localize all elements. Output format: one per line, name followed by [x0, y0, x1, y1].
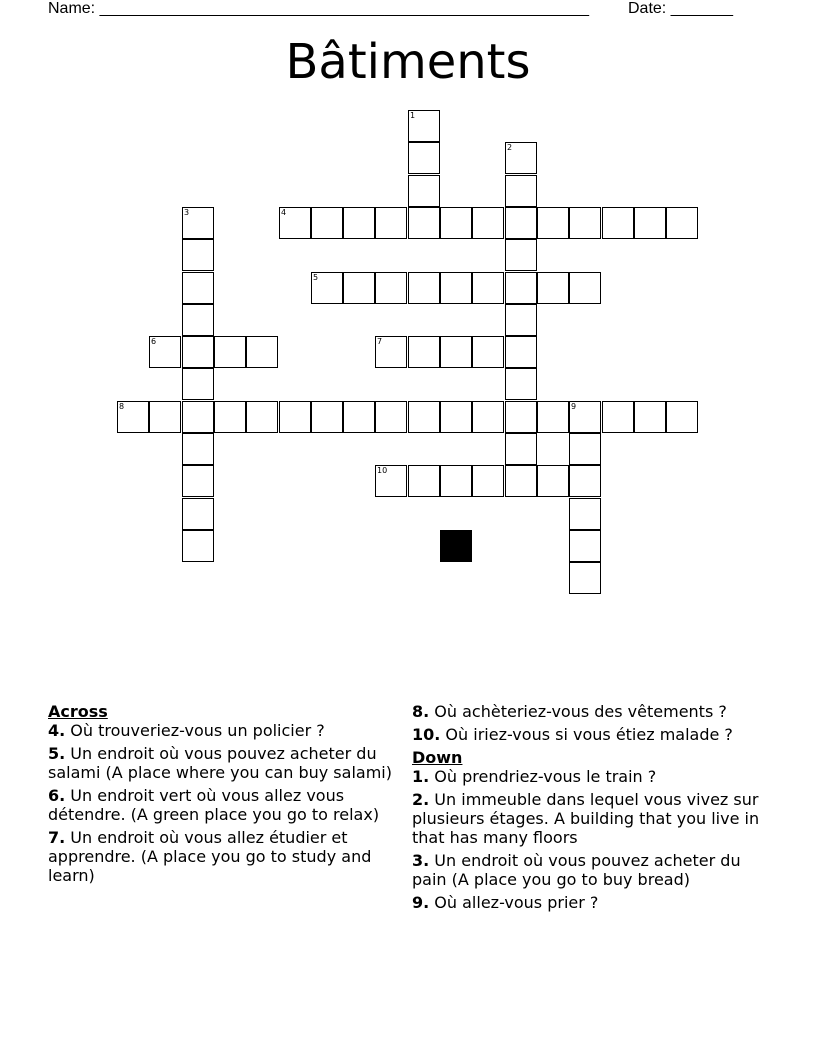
clue-text: Un endroit vert où vous allez vous détendre. (A green place you go to relax) — [48, 786, 380, 824]
crossword-cell[interactable] — [505, 207, 537, 239]
crossword-cell[interactable] — [472, 401, 504, 433]
clue-across-4 — [48, 721, 410, 740]
cell-number: 8 — [119, 402, 125, 411]
crossword-cell[interactable] — [117, 401, 149, 433]
clue-number: 8. — [412, 702, 430, 721]
clue-number: 6. — [48, 786, 66, 805]
clue-across-10 — [412, 725, 762, 744]
cell-number: 7 — [377, 337, 383, 346]
crossword-cell[interactable] — [149, 401, 181, 433]
crossword-cell[interactable] — [375, 336, 407, 368]
crossword-cell[interactable] — [375, 272, 407, 304]
crossword-cell[interactable] — [149, 336, 181, 368]
black-square — [440, 530, 472, 562]
crossword-cell[interactable] — [537, 207, 569, 239]
crossword-cell[interactable] — [182, 530, 214, 562]
crossword-cell[interactable] — [666, 401, 698, 433]
date-field-label: Date: _______ — [628, 0, 733, 17]
crossword-cell[interactable] — [569, 207, 601, 239]
crossword-cell[interactable] — [375, 207, 407, 239]
crossword-cell[interactable] — [182, 239, 214, 271]
crossword-cell[interactable] — [279, 207, 311, 239]
crossword-cell[interactable] — [505, 465, 537, 497]
crossword-cell[interactable] — [569, 530, 601, 562]
clue-text: Un immeuble dans lequel vous vivez sur plusieurs étages. A building that you live in that has many floors — [412, 790, 760, 847]
crossword-cell[interactable] — [472, 465, 504, 497]
crossword-cell[interactable] — [569, 562, 601, 594]
clue-text: Où achèteriez-vous des vêtements ? — [429, 702, 727, 721]
crossword-cell[interactable] — [246, 401, 278, 433]
clue-number: 9. — [412, 893, 430, 912]
crossword-cell[interactable] — [569, 498, 601, 530]
across-heading: Across — [48, 702, 108, 721]
clue-across-5 — [48, 744, 410, 782]
cell-number: 5 — [313, 273, 319, 282]
crossword-cell[interactable] — [569, 433, 601, 465]
clue-text: Où prendriez-vous le train ? — [429, 767, 657, 786]
crossword-cell[interactable] — [182, 433, 214, 465]
clue-number: 3. — [412, 851, 430, 870]
cell-number: 4 — [281, 208, 287, 217]
crossword-cell[interactable] — [408, 142, 440, 174]
clue-text: Où iriez-vous si vous étiez malade ? — [440, 725, 733, 744]
crossword-cell[interactable] — [440, 465, 472, 497]
crossword-cell[interactable] — [537, 272, 569, 304]
crossword-cell[interactable] — [472, 336, 504, 368]
clue-number: 7. — [48, 828, 66, 847]
clues-column-left — [48, 702, 410, 889]
crossword-cell[interactable] — [408, 401, 440, 433]
crossword-cell[interactable] — [182, 401, 214, 433]
crossword-cell[interactable] — [408, 465, 440, 497]
clue-number: 1. — [412, 767, 430, 786]
crossword-cell[interactable] — [343, 401, 375, 433]
crossword-cell[interactable] — [311, 401, 343, 433]
cell-number: 10 — [377, 466, 388, 475]
clue-text: Un endroit où vous pouvez acheter du salami (A place where you can buy salami) — [48, 744, 392, 782]
crossword-cell[interactable] — [505, 239, 537, 271]
crossword-cell[interactable] — [634, 207, 666, 239]
crossword-cell[interactable] — [472, 272, 504, 304]
crossword-cell[interactable] — [537, 465, 569, 497]
crossword-cell[interactable] — [182, 498, 214, 530]
crossword-cell[interactable] — [440, 336, 472, 368]
crossword-cell[interactable] — [505, 336, 537, 368]
cell-number: 2 — [507, 143, 513, 152]
crossword-cell[interactable] — [182, 465, 214, 497]
clue-number: 2. — [412, 790, 430, 809]
clue-down-3 — [412, 851, 762, 889]
crossword-cell[interactable] — [505, 272, 537, 304]
clue-number: 10. — [412, 725, 441, 744]
crossword-cell[interactable] — [505, 368, 537, 400]
cell-number: 6 — [151, 337, 157, 346]
crossword-cell[interactable] — [182, 272, 214, 304]
clue-across-6 — [48, 786, 410, 824]
crossword-cell[interactable] — [182, 336, 214, 368]
crossword-cell[interactable] — [408, 336, 440, 368]
down-heading: Down — [412, 748, 463, 767]
crossword-cell[interactable] — [472, 207, 504, 239]
crossword-cell[interactable] — [569, 465, 601, 497]
crossword-cell[interactable] — [182, 368, 214, 400]
crossword-cell[interactable] — [440, 207, 472, 239]
clues-column-right — [412, 702, 762, 916]
crossword-cell[interactable] — [214, 336, 246, 368]
crossword-cell[interactable] — [182, 304, 214, 336]
crossword-cell[interactable] — [440, 272, 472, 304]
crossword-cell[interactable] — [311, 207, 343, 239]
clue-down-2 — [412, 790, 762, 847]
cell-number: 9 — [571, 402, 577, 411]
name-field-label: Name: _______________________________________________________ — [48, 0, 589, 17]
crossword-cell[interactable] — [408, 207, 440, 239]
crossword-cell[interactable] — [408, 272, 440, 304]
crossword-cell[interactable] — [246, 336, 278, 368]
clue-text: Où allez-vous prier ? — [429, 893, 599, 912]
crossword-cell[interactable] — [279, 401, 311, 433]
crossword-cell[interactable] — [505, 401, 537, 433]
crossword-cell[interactable] — [375, 465, 407, 497]
crossword-cell[interactable] — [440, 401, 472, 433]
crossword-cell[interactable] — [505, 175, 537, 207]
crossword-cell[interactable] — [602, 207, 634, 239]
crossword-cell[interactable] — [666, 207, 698, 239]
clue-down-1 — [412, 767, 762, 786]
clue-text: Où trouveriez-vous un policier ? — [65, 721, 325, 740]
page-title: Bâtiments — [285, 34, 531, 90]
crossword-cell[interactable] — [408, 110, 440, 142]
crossword-cell[interactable] — [569, 401, 601, 433]
clue-text: Un endroit où vous allez étudier et apprendre. (A place you go to study and learn) — [48, 828, 372, 885]
crossword-cell[interactable] — [602, 401, 634, 433]
clue-number: 5. — [48, 744, 66, 763]
clue-number: 4. — [48, 721, 66, 740]
clue-across-7 — [48, 828, 410, 885]
crossword-cell[interactable] — [214, 401, 246, 433]
cell-number: 3 — [184, 208, 190, 217]
crossword-cell[interactable] — [182, 207, 214, 239]
crossword-cell[interactable] — [311, 272, 343, 304]
crossword-cell[interactable] — [569, 272, 601, 304]
crossword-cell[interactable] — [375, 401, 407, 433]
cell-number: 1 — [410, 111, 416, 120]
crossword-cell[interactable] — [634, 401, 666, 433]
crossword-cell[interactable] — [505, 433, 537, 465]
crossword-cell[interactable] — [505, 304, 537, 336]
clue-down-9 — [412, 893, 762, 912]
crossword-cell[interactable] — [505, 142, 537, 174]
clue-text: Un endroit où vous pouvez acheter du pain (A place you go to buy bread) — [412, 851, 741, 889]
crossword-cell[interactable] — [343, 207, 375, 239]
crossword-cell[interactable] — [343, 272, 375, 304]
crossword-cell[interactable] — [537, 401, 569, 433]
crossword-cell[interactable] — [408, 175, 440, 207]
clue-across-8 — [412, 702, 762, 721]
